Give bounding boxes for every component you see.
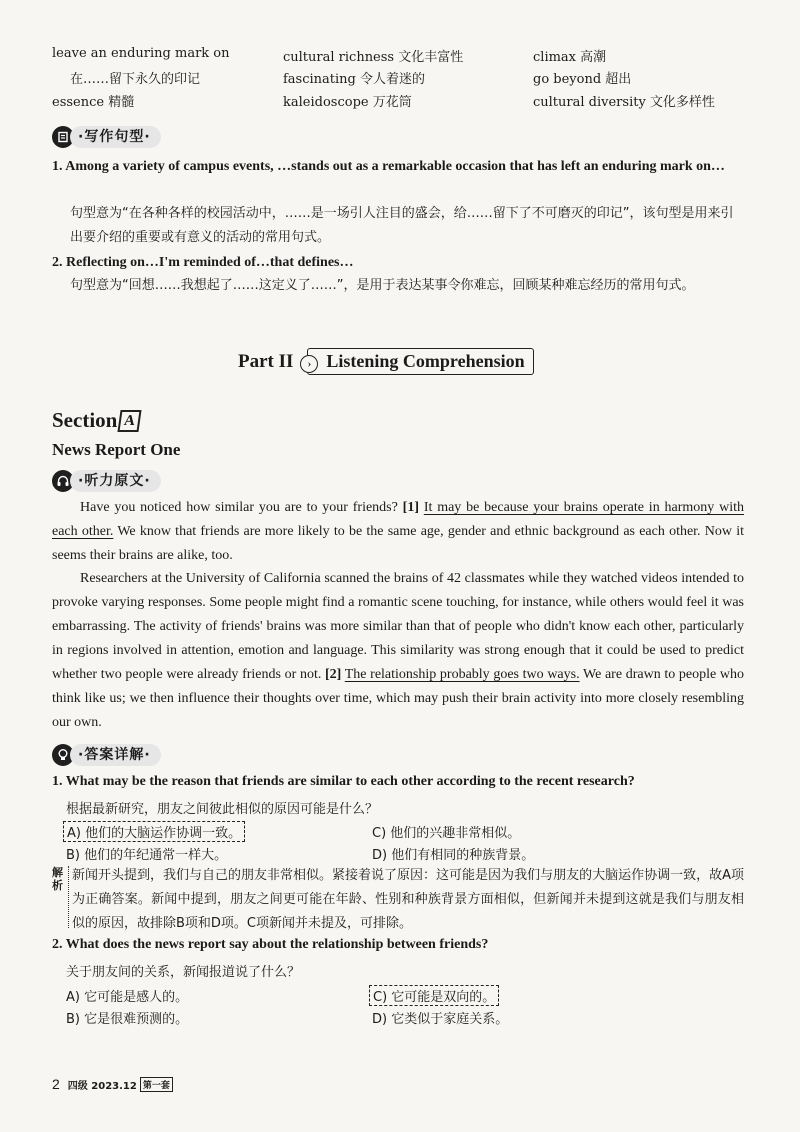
key-sentence: The relationship probably goes two ways. — [344, 667, 580, 682]
question-text: What may be the reason that friends are similar to each other according to the recent research? — [65, 774, 635, 789]
vocab-item: leave an enduring mark on — [52, 46, 230, 61]
vocab-item: 在……留下永久的印记 — [70, 72, 201, 87]
writing-item — [52, 251, 744, 275]
question-1 — [52, 774, 752, 790]
news-title: News Report One — [52, 440, 181, 459]
transcript-text: We are drawn to people who think like us; we then influence their thoughts over time, which may push their brain activity into more closely resembling our own. — [52, 667, 744, 730]
option-a-correct: A) 他们的大脑运作协调一致。 — [63, 821, 245, 842]
vocab-item: go beyond 超出 — [533, 72, 632, 87]
analysis-tag: 解析 — [52, 866, 63, 892]
section-label: Section — [52, 408, 118, 432]
answer-marker: [1] — [402, 500, 419, 515]
footer-tag: 第一套 — [140, 1077, 173, 1092]
question-number: 1. — [52, 774, 63, 789]
option-d: D) 他们有相同的种族背景。 — [372, 848, 535, 863]
transcript-text: Have you noticed how similar you are to your friends? — [80, 500, 403, 515]
pattern-explanation: 句型意为“回想……我想起了……这定义了……”，是用于表达某事令你难忘，回顾某种难忘经历的常用句式。 — [70, 278, 695, 293]
part-name-box — [307, 348, 533, 375]
option-b: B) 他们的年纪通常一样大。 — [66, 848, 228, 863]
section-heading: ·答案详解· — [70, 744, 161, 766]
page-number: 2 — [52, 1076, 60, 1092]
vocab-item: cultural richness 文化丰富性 — [283, 50, 464, 65]
item-number: 2. — [52, 255, 63, 270]
analysis-divider — [68, 866, 69, 928]
question-number: 2. — [52, 937, 63, 952]
question-translation: 关于朋友间的关系，新闻报道说了什么？ — [66, 965, 301, 980]
key-sentence: It may be because your brains operate in harmony with each other. — [52, 500, 744, 539]
footer-text: 四级 2023.12 — [67, 1080, 137, 1092]
part-name: Listening Comprehension — [326, 351, 525, 371]
question-2 — [52, 937, 752, 953]
pattern-explanation: 句型意为“在各种各样的校园活动中，……是一场引人注目的盛会，给……留下了不可磨灭的印记”，该句型是用来引出要介绍的重要或有意义的活动的常用句式。 — [70, 206, 734, 245]
vocab-item: kaleidoscope 万花筒 — [283, 95, 412, 110]
vocab-item: fascinating 令人着迷的 — [283, 72, 426, 87]
arrow-right-icon: › — [300, 355, 318, 373]
option-c-correct: C) 它可能是双向的。 — [369, 985, 499, 1006]
section-heading: ·听力原文· — [70, 470, 161, 492]
vocab-item: essence 精髓 — [52, 95, 135, 110]
answer-marker: [2] — [325, 667, 342, 682]
option-d: D) 它类似于家庭关系。 — [372, 1012, 509, 1027]
option-a: A) 它可能是感人的。 — [66, 990, 189, 1005]
writing-section-header — [52, 126, 161, 148]
section-letter: A — [118, 410, 142, 432]
pattern-english: Reflecting on…I'm reminded of…that defines… — [66, 255, 354, 270]
question-translation: 根据最新研究，朋友之间彼此相似的原因可能是什么？ — [66, 802, 379, 817]
vocab-item: cultural diversity 文化多样性 — [533, 95, 715, 110]
page-footer — [52, 1076, 173, 1092]
section-title — [52, 408, 140, 433]
transcript-text: Researchers at the University of California scanned the brains of 42 classmates while they watched videos intended to provoke varying responses. Some people might find a romantic scene touching, for instance, while others would feel it was embarrassing. The activity of friends' brains was more similar than that of people who didn't know each other, particularly in regions involved in attention, emotion and language. This similarity was strong enough that it could be used to predict whether two people were already friends or not. — [52, 571, 744, 682]
transcript-paragraph — [52, 567, 744, 735]
answers-section-header — [52, 744, 161, 766]
vocab-item: climax 高潮 — [533, 50, 607, 65]
question-text: What does the news report say about the relationship between friends? — [65, 937, 489, 952]
transcript-paragraph — [52, 496, 744, 568]
part-title — [238, 348, 534, 375]
item-number: 1. — [52, 159, 63, 174]
part-label: Part II — [238, 350, 294, 372]
pattern-english: Among a variety of campus events, …stands out as a remarkable occasion that has left an enduring mark on… — [65, 159, 725, 174]
writing-item — [52, 155, 744, 179]
option-c: C) 他们的兴趣非常相似。 — [372, 826, 521, 841]
listening-section-header — [52, 470, 161, 492]
analysis-block — [52, 864, 744, 934]
analysis-text: 新闻开头提到，我们与自己的朋友非常相似。紧接着说了原因：这可能是因为我们与朋友的大脑运作协调一致，故A项为正确答案。新闻中提到，朋友之间更可能在年龄、性别和种族背景方面相似，但新闻并未提到这就是我们与朋友相似的原因，故排除B项和D项。C项新闻并未提及，可排除。 — [72, 868, 744, 931]
transcript-text: We know that friends are more likely to be the same age, gender and ethnic background as each other. Now it seems their brains are alike, too. — [52, 524, 744, 563]
section-heading: ·写作句型· — [70, 126, 161, 148]
option-b: B) 它是很难预测的。 — [66, 1012, 189, 1027]
